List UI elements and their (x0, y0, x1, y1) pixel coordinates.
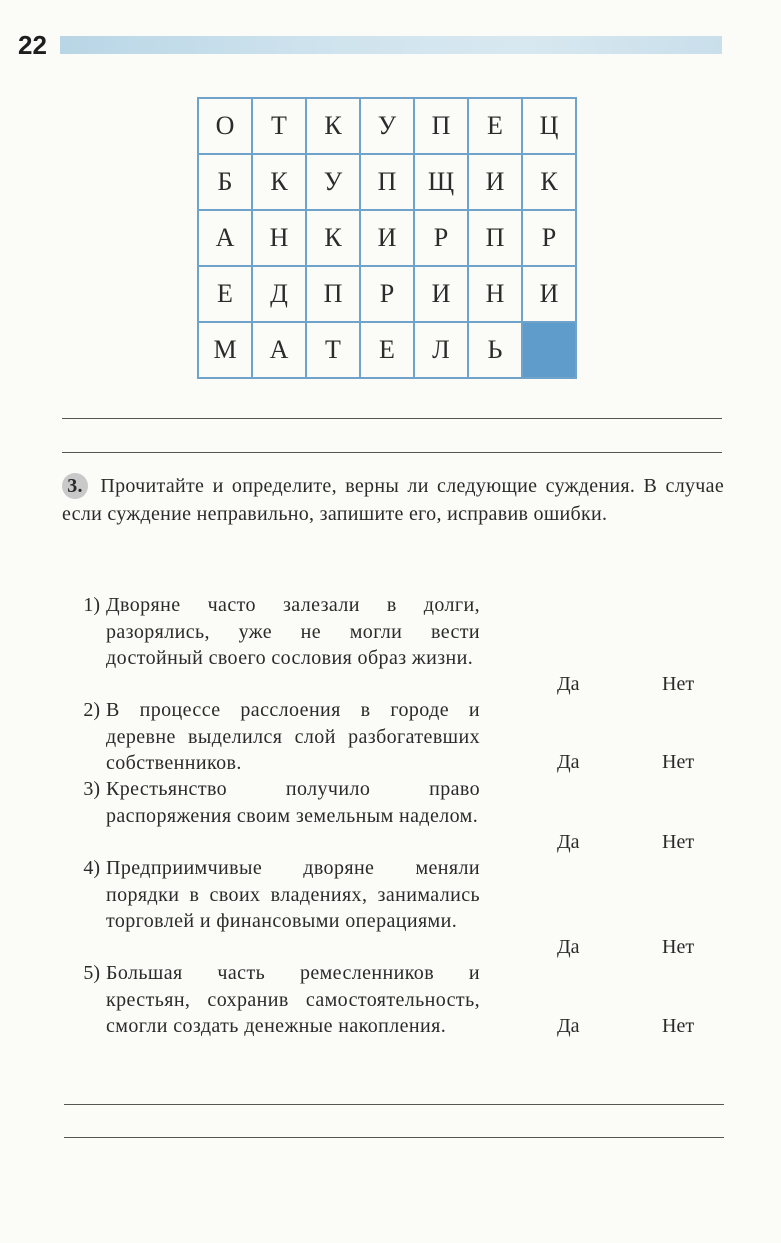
grid-cell: П (414, 98, 468, 154)
statement-text: Дворяне часто залезали в долги, разорялись, уже не могли вести достойный своего сословия образ жизни. (106, 594, 480, 669)
grid-cell: Е (198, 266, 252, 322)
grid-cell: И (522, 266, 576, 322)
grid-cell: И (360, 210, 414, 266)
answer-yes[interactable]: Да (557, 1015, 580, 1037)
grid-cell: А (198, 210, 252, 266)
grid-cell: П (468, 210, 522, 266)
grid-cell: К (252, 154, 306, 210)
grid-cell: О (198, 98, 252, 154)
grid-cell: У (360, 98, 414, 154)
grid-row (198, 322, 576, 378)
statement-number: 5) (83, 962, 100, 984)
answer-no[interactable]: Нет (662, 751, 695, 773)
grid-row (198, 210, 576, 266)
grid-cell: Т (306, 322, 360, 378)
answer-line[interactable] (64, 1104, 724, 1105)
grid-cell: Р (414, 210, 468, 266)
grid-cell: М (198, 322, 252, 378)
grid-cell: Р (360, 266, 414, 322)
grid-cell: Н (252, 210, 306, 266)
letter-grid (197, 97, 577, 379)
answer-yes[interactable]: Да (557, 936, 580, 958)
grid-cell: Щ (414, 154, 468, 210)
answer-no[interactable]: Нет (662, 1015, 695, 1037)
grid-cell: Д (252, 266, 306, 322)
statement-number: 1) (83, 594, 100, 616)
grid-cell: Т (252, 98, 306, 154)
grid-cell: К (306, 210, 360, 266)
grid-row (198, 154, 576, 210)
task-text: Прочитайте и определите, верны ли следующие суждения. В случае если суждение неправильно, запишите его, исправив ошибки. (62, 475, 724, 525)
grid-cell: К (306, 98, 360, 154)
grid-cell: Ь (468, 322, 522, 378)
statement-text: Крестьянство получило право распоряжения своим земельным наделом. (106, 778, 480, 827)
grid-cell: А (252, 322, 306, 378)
grid-row (198, 266, 576, 322)
page-number: 22 (18, 30, 47, 60)
statement-text: В процессе расслоения в городе и деревне выделился слой разбогатевших собственников. (106, 699, 480, 774)
grid-row (198, 98, 576, 154)
grid-cell: П (306, 266, 360, 322)
statement-number: 3) (83, 778, 100, 800)
answer-yes[interactable]: Да (557, 751, 580, 773)
grid-cell: И (468, 154, 522, 210)
grid-cell: Ц (522, 98, 576, 154)
statement-number: 4) (83, 857, 100, 879)
task-3 (62, 472, 724, 528)
statement-text: Большая часть ремесленников и крестьян, сохранив самостоятельность, смогли создать денежные накопления. (106, 962, 480, 1037)
grid-cell: Н (468, 266, 522, 322)
answer-no[interactable]: Нет (662, 831, 695, 853)
answer-yes[interactable]: Да (557, 673, 580, 695)
header-band (60, 36, 722, 54)
answer-no[interactable]: Нет (662, 936, 695, 958)
grid-cell: И (414, 266, 468, 322)
grid-cell: Е (468, 98, 522, 154)
grid-cell: П (360, 154, 414, 210)
grid-cell-filled (522, 322, 576, 378)
grid-cell: Л (414, 322, 468, 378)
answer-line[interactable] (62, 452, 722, 453)
statement-number: 2) (83, 699, 100, 721)
answer-yes[interactable]: Да (557, 831, 580, 853)
task-number: 3. (62, 473, 88, 499)
grid-cell: Е (360, 322, 414, 378)
grid-cell: Б (198, 154, 252, 210)
answer-no[interactable]: Нет (662, 673, 695, 695)
grid-cell: К (522, 154, 576, 210)
statement-text: Предприимчивые дворяне меняли порядки в своих владениях, занимались торговлей и финансовыми операциями. (106, 857, 480, 932)
grid-cell: У (306, 154, 360, 210)
answer-line[interactable] (64, 1137, 724, 1138)
grid-cell: Р (522, 210, 576, 266)
answer-line[interactable] (62, 418, 722, 419)
